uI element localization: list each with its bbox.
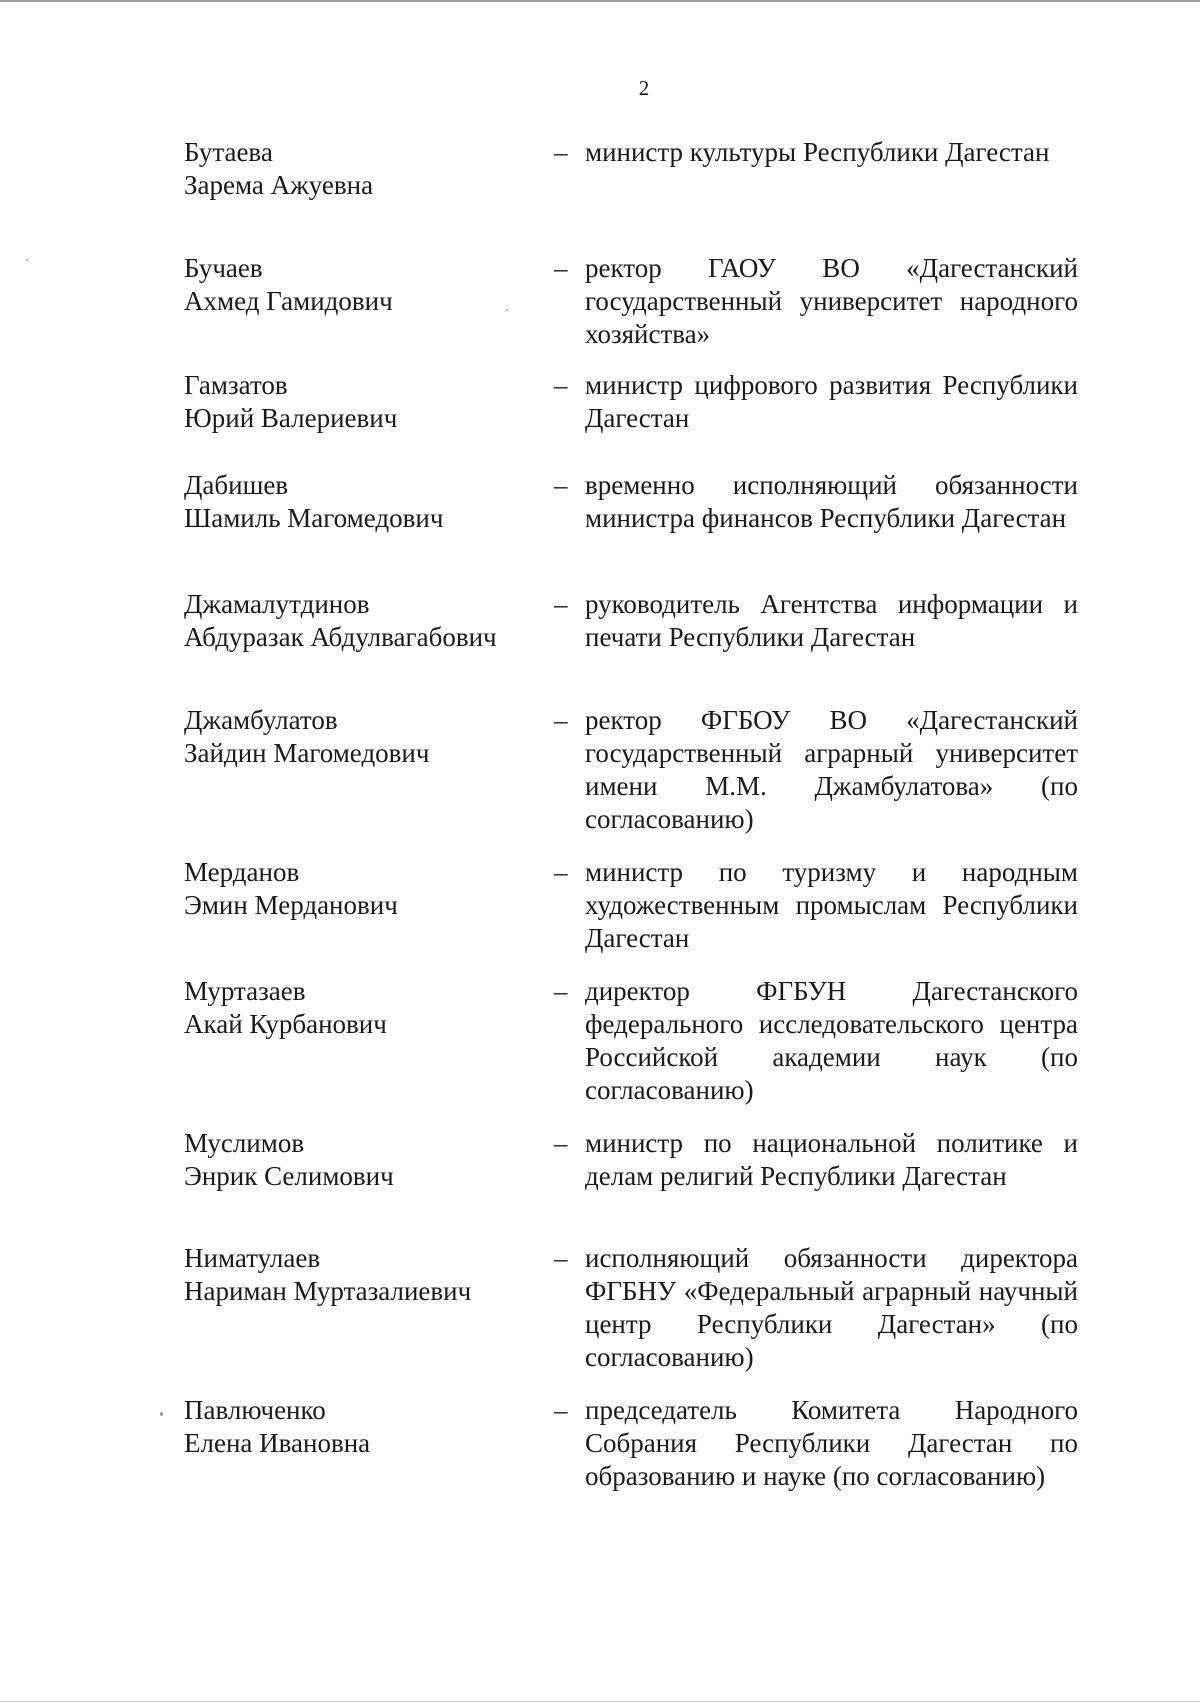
entry-dash: – (554, 137, 568, 167)
scan-bottom-edge (0, 1701, 1200, 1702)
member-given-names: Абдуразак Абдулвагабович (184, 622, 497, 652)
member-role: министр цифрового развития Республики Дагестан (585, 370, 1078, 433)
page-number: 2 (638, 76, 650, 100)
member-surname: Павлюченко (184, 1395, 326, 1425)
member-given-names: Эмин Мерданович (184, 890, 398, 920)
member-given-names: Акай Курбанович (184, 1009, 387, 1039)
member-surname: Джамалутдинов (184, 589, 370, 619)
member-surname: Гамзатов (184, 370, 288, 400)
entry-dash: – (554, 589, 568, 619)
member-name (184, 369, 544, 435)
member-surname: Джамбулатов (184, 705, 338, 735)
member-given-names: Юрий Валериевич (184, 403, 398, 433)
member-role: министр культуры Республики Дагестан (585, 137, 1050, 167)
member-role: исполняющий обязанности директора ФГБНУ «Федеральный аграрный научный центр Республики Дагестан» (по согласованию) (585, 1243, 1078, 1372)
entry-dash: – (554, 976, 568, 1006)
member-given-names: Зарема Ажуевна (184, 170, 374, 200)
member-surname: Муслимов (184, 1128, 305, 1158)
scan-speck (506, 309, 508, 311)
scan-speck (160, 1412, 163, 1416)
member-name (184, 1394, 544, 1460)
member-given-names: Зайдин Магомедович (184, 738, 430, 768)
member-surname: Дабишев (184, 470, 289, 500)
member-role: министр по национальной политике и делам религий Республики Дагестан (585, 1128, 1078, 1191)
member-name (184, 588, 544, 654)
member-role: ректор ФГБОУ ВО «Дагестанский государственный аграрный университет имени М.М. Джамбулатова» (по согласованию) (585, 705, 1078, 834)
entry-dash: – (554, 1128, 568, 1158)
member-given-names: Нариман Муртазалиевич (184, 1276, 472, 1306)
entry-dash: – (554, 1243, 568, 1273)
member-given-names: Ахмед Гамидович (184, 286, 393, 316)
entry-dash: – (554, 705, 568, 735)
member-name (184, 252, 544, 318)
member-surname: Мерданов (184, 857, 300, 887)
member-role: руководитель Агентства информации и печати Республики Дагестан (585, 589, 1078, 652)
member-role: директор ФГБУН Дагестанского федерального исследовательского центра Российской академии наук (по согласованию) (585, 976, 1078, 1105)
entry-dash: – (554, 370, 568, 400)
member-given-names: Энрик Селимович (184, 1161, 394, 1191)
entry-dash: – (554, 470, 568, 500)
member-name (184, 704, 544, 770)
member-surname: Ниматулаев (184, 1243, 321, 1273)
member-name (184, 1127, 544, 1193)
member-given-names: Шамиль Магомедович (184, 503, 444, 533)
member-role: ректор ГАОУ ВО «Дагестанский государственный университет народного хозяйства» (585, 253, 1078, 349)
member-name (184, 856, 544, 922)
member-role: временно исполняющий обязанности министра финансов Республики Дагестан (585, 470, 1078, 533)
member-surname: Бутаева (184, 137, 273, 167)
member-name (184, 1242, 544, 1308)
member-name (184, 136, 544, 202)
entry-dash: – (554, 253, 568, 283)
member-given-names: Елена Ивановна (184, 1428, 371, 1458)
member-role: председатель Комитета Народного Собрания Республики Дагестан по образованию и науке (по согласованию) (585, 1395, 1078, 1491)
member-role: министр по туризму и народным художественным промыслам Республики Дагестан (585, 857, 1078, 953)
member-surname: Бучаев (184, 253, 263, 283)
scan-top-edge (0, 0, 1200, 2)
member-name (184, 469, 544, 535)
scan-speck (26, 259, 28, 261)
entry-dash: – (554, 1395, 568, 1425)
member-name (184, 975, 544, 1041)
member-surname: Муртазаев (184, 976, 306, 1006)
entry-dash: – (554, 857, 568, 887)
